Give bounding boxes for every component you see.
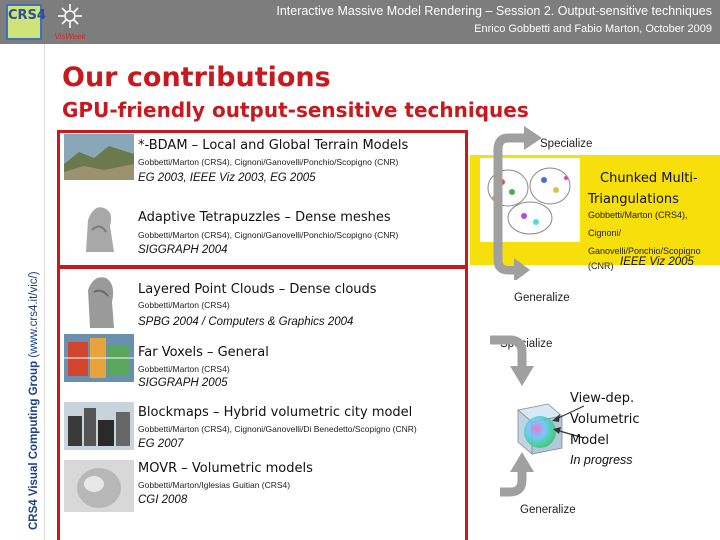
- slide-header: [0, 0, 720, 44]
- city-thumbnail: [64, 402, 134, 450]
- item-venue: SPBG 2004 / Computers & Graphics 2004: [138, 316, 354, 328]
- chunked-authors-line2: Cignoni/: [588, 228, 622, 238]
- specialize-label-top: Specialize: [540, 138, 593, 150]
- item-authors: Gobbetti/Marton (CRS4): [138, 364, 230, 374]
- visweek-logo-text: VisWeek: [54, 32, 86, 41]
- crs4-logo-text: CRS4: [8, 8, 46, 23]
- item-venue: SIGGRAPH 2004: [138, 244, 228, 256]
- vertical-group-label: [28, 271, 40, 530]
- chunked-authors-line3: Ganovelli/Ponchio/Scopigno: [588, 246, 701, 256]
- chunked-authors-line1: Gobbetti/Marton (CRS4),: [588, 210, 688, 220]
- chunked-authors-line4: (CNR): [588, 261, 614, 271]
- chunked-title-line2: Triangulations: [588, 192, 679, 207]
- voxel-thumbnail: [64, 334, 134, 382]
- item-venue: EG 2007: [138, 438, 184, 450]
- item-venue: SIGGRAPH 2005: [138, 377, 228, 389]
- crs4-logo: [6, 4, 46, 40]
- item-title: Far Voxels – General: [138, 345, 269, 360]
- item-authors: Gobbetti/Marton (CRS4), Cignoni/Ganovelli/Di Benedetto/Scopigno (CNR): [138, 424, 417, 434]
- group-url: (www.crs4.it/vic/): [28, 271, 40, 358]
- pointcloud-thumbnail: [64, 272, 134, 330]
- header-title: Interactive Massive Model Rendering – Session 2. Output-sensitive techniques: [276, 4, 712, 18]
- item-authors: Gobbetti/Marton (CRS4), Cignoni/Ganovelli/Ponchio/Scopigno (CNR): [138, 230, 399, 240]
- terrain-thumbnail: [64, 134, 134, 180]
- item-title: Layered Point Clouds – Dense clouds: [138, 282, 377, 297]
- specialize-label-mid: Specialize: [500, 338, 553, 350]
- item-title: Blockmaps – Hybrid volumetric city model: [138, 405, 413, 420]
- viewdep-title-line1: View-dep.: [570, 391, 635, 406]
- generalize-label-bottom: Generalize: [520, 504, 576, 516]
- item-authors: Gobbetti/Marton (CRS4): [138, 300, 230, 310]
- item-title: MOVR – Volumetric models: [138, 461, 313, 476]
- item-title: Adaptive Tetrapuzzles – Dense meshes: [138, 210, 391, 225]
- item-title: *-BDAM – Local and Global Terrain Models: [138, 138, 409, 153]
- header-subtitle: Enrico Gobbetti and Fabio Marton, October 2009: [474, 23, 712, 35]
- generalize-label-mid: Generalize: [514, 292, 570, 304]
- viewdep-title-line3: Model: [570, 433, 610, 448]
- volume-thumbnail: [64, 460, 134, 512]
- chunked-title-line1: Chunked Multi-: [600, 171, 698, 186]
- group-name: CRS4 Visual Computing Group: [28, 360, 40, 530]
- chunked-venue: IEEE Viz 2005: [620, 256, 694, 268]
- viewdep-status: In progress: [570, 453, 633, 467]
- slide-title: Our contributions: [62, 62, 331, 93]
- item-venue: CGI 2008: [138, 494, 188, 506]
- visweek-logo: [48, 2, 92, 42]
- item-venue: EG 2003, IEEE Viz 2003, EG 2005: [138, 172, 316, 184]
- item-authors: Gobbetti/Marton (CRS4), Cignoni/Ganovelli/Ponchio/Scopigno (CNR): [138, 157, 399, 167]
- slide-subtitle: GPU-friendly output-sensitive techniques: [62, 98, 529, 122]
- item-authors: Gobbetti/Marton/Iglesias Guitian (CRS4): [138, 480, 291, 490]
- viewdep-title-line2: Volumetric: [570, 412, 640, 427]
- statue-thumbnail: [64, 200, 134, 254]
